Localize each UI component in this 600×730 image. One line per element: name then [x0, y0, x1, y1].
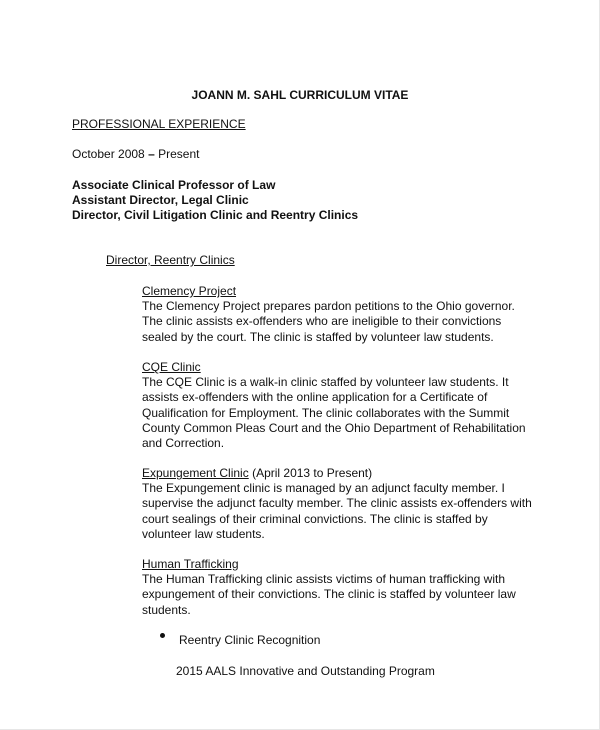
clinic-description-line: Qualification for Employment. The clinic collaborates with the Summit — [142, 405, 510, 420]
section-heading: PROFESSIONAL EXPERIENCE — [72, 117, 246, 131]
position-title: Associate Clinical Professor of Law — [72, 178, 276, 192]
date-end: Present — [158, 147, 200, 161]
clinic-description-line: supervise the adjunct faculty member. The clinic assists ex-offenders with — [142, 496, 532, 511]
document-title: JOANN M. SAHL CURRICULUM VITAE — [191, 88, 409, 102]
clinic-description-line: and Correction. — [142, 436, 225, 451]
subsection-heading: Director, Reentry Clinics — [106, 253, 235, 267]
clinic-description-line: volunteer law students. — [142, 526, 265, 541]
clinic-description-line: court sealings of their criminal convictions. The clinic is staffed by — [142, 511, 488, 526]
date-range — [72, 147, 199, 162]
clinic-name: Expungement Clinic — [142, 466, 249, 480]
clinic-description-line: expungement of their convictions. The clinic is staffed by volunteer law — [142, 587, 516, 602]
award-line: 2015 AALS Innovative and Outstanding Program — [176, 664, 435, 678]
date-start: October 2008 — [72, 147, 145, 161]
clinic-entry — [142, 360, 572, 451]
clinic-description-line: assists ex-offenders with the online application for a Certificate of — [142, 390, 488, 405]
clinic-entry — [142, 466, 572, 542]
position-title: Assistant Director, Legal Clinic — [72, 193, 249, 207]
clinic-description-line: The clinic assists ex-offenders who are ineligible to their convictions — [142, 314, 502, 329]
date-dash: – — [148, 147, 155, 161]
clinic-entry — [142, 557, 572, 618]
clinic-description-line: The Expungement clinic is managed by an adjunct faculty member. I — [142, 481, 505, 496]
clinic-name: Human Trafficking — [142, 557, 239, 571]
clinic-description-line: County Common Pleas Court and the Ohio Department of Rehabilitation — [142, 420, 526, 435]
clinic-description-line: students. — [142, 602, 191, 617]
position-title: Director, Civil Litigation Clinic and Reentry Clinics — [72, 208, 359, 222]
clinic-entry — [142, 284, 572, 345]
bullet-icon — [160, 633, 165, 638]
clinic-description-line: The Clemency Project prepares pardon petitions to the Ohio governor. — [142, 299, 515, 314]
clinic-name: CQE Clinic — [142, 360, 201, 374]
clinic-description-line: The Human Trafficking clinic assists victims of human trafficking with — [142, 572, 506, 587]
clinic-date-range: (April 2013 to Present) — [248, 466, 373, 480]
bullet-item: Reentry Clinic Recognition — [179, 633, 321, 647]
clinic-description-line: sealed by the court. The clinic is staffed by volunteer law students. — [142, 329, 494, 344]
clinic-name: Clemency Project — [142, 284, 237, 298]
clinic-description-line: The CQE Clinic is a walk-in clinic staffed by volunteer law students. It — [142, 375, 509, 390]
